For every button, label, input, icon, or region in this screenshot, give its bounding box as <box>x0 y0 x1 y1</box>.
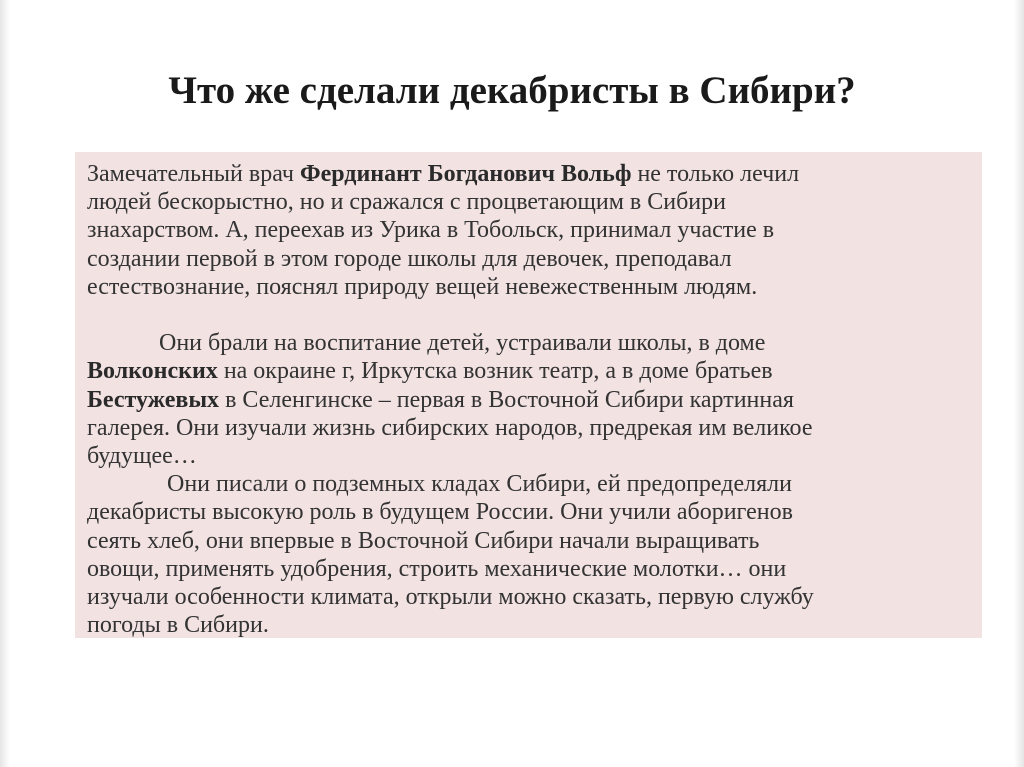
text-line: Волконских на окраине г, Иркутска возник театр, а в доме братьев <box>87 358 773 385</box>
text-line: Бестужевых в Селенгинске – первая в Восточной Сибири картинная <box>87 386 794 413</box>
text-line: Замечательный врач Фердинант Богданович Вольф не только лечил <box>87 161 800 187</box>
text-line: Они брали на воспитание детей, устраивали школы, в доме <box>159 330 766 357</box>
slide-right-edge <box>1014 0 1024 767</box>
text-line: естествознание, пояснял природу вещей невежественным людям. <box>87 273 758 300</box>
text-line: создании первой в этом городе школы для девочек, преподавал <box>87 245 732 272</box>
paragraph-education <box>87 329 972 470</box>
text-line: погоды в Сибири. <box>87 612 269 639</box>
text-line: овощи, применять удобрения, строить механические молотки… они <box>87 555 787 582</box>
paragraph-wolf <box>87 160 972 301</box>
slide-title: Что же сделали декабристы в Сибири? <box>168 69 856 112</box>
text-line: сеять хлеб, они впервые в Восточной Сибири начали выращивать <box>87 527 760 554</box>
text-line: изучали особенности климата, открыли можно сказать, первую службу <box>87 584 814 611</box>
text-line: людей бескорыстно, но и сражался с процветающим в Сибири <box>87 189 726 216</box>
paragraph-science <box>87 470 972 639</box>
name-bestuzhev: Бестужевых <box>87 386 220 413</box>
text-line: знахарством. А, переехав из Урика в Тобольск, принимал участие в <box>87 217 775 244</box>
text-line: будущее… <box>87 443 197 470</box>
paragraph-gap <box>87 301 972 329</box>
body-text-box <box>75 152 982 638</box>
slide-left-edge <box>0 0 10 767</box>
name-wolf: Фердинант Богданович Вольф <box>300 161 632 187</box>
name-volkonsky: Волконских <box>87 358 218 385</box>
text-line: галерея. Они изучали жизнь сибирских народов, предрекая им великое <box>87 414 813 441</box>
text-line: Они писали о подземных кладах Сибири, ей предопределяли <box>167 471 792 498</box>
text-line: декабристы высокую роль в будущем России. Они учили аборигенов <box>87 499 793 526</box>
